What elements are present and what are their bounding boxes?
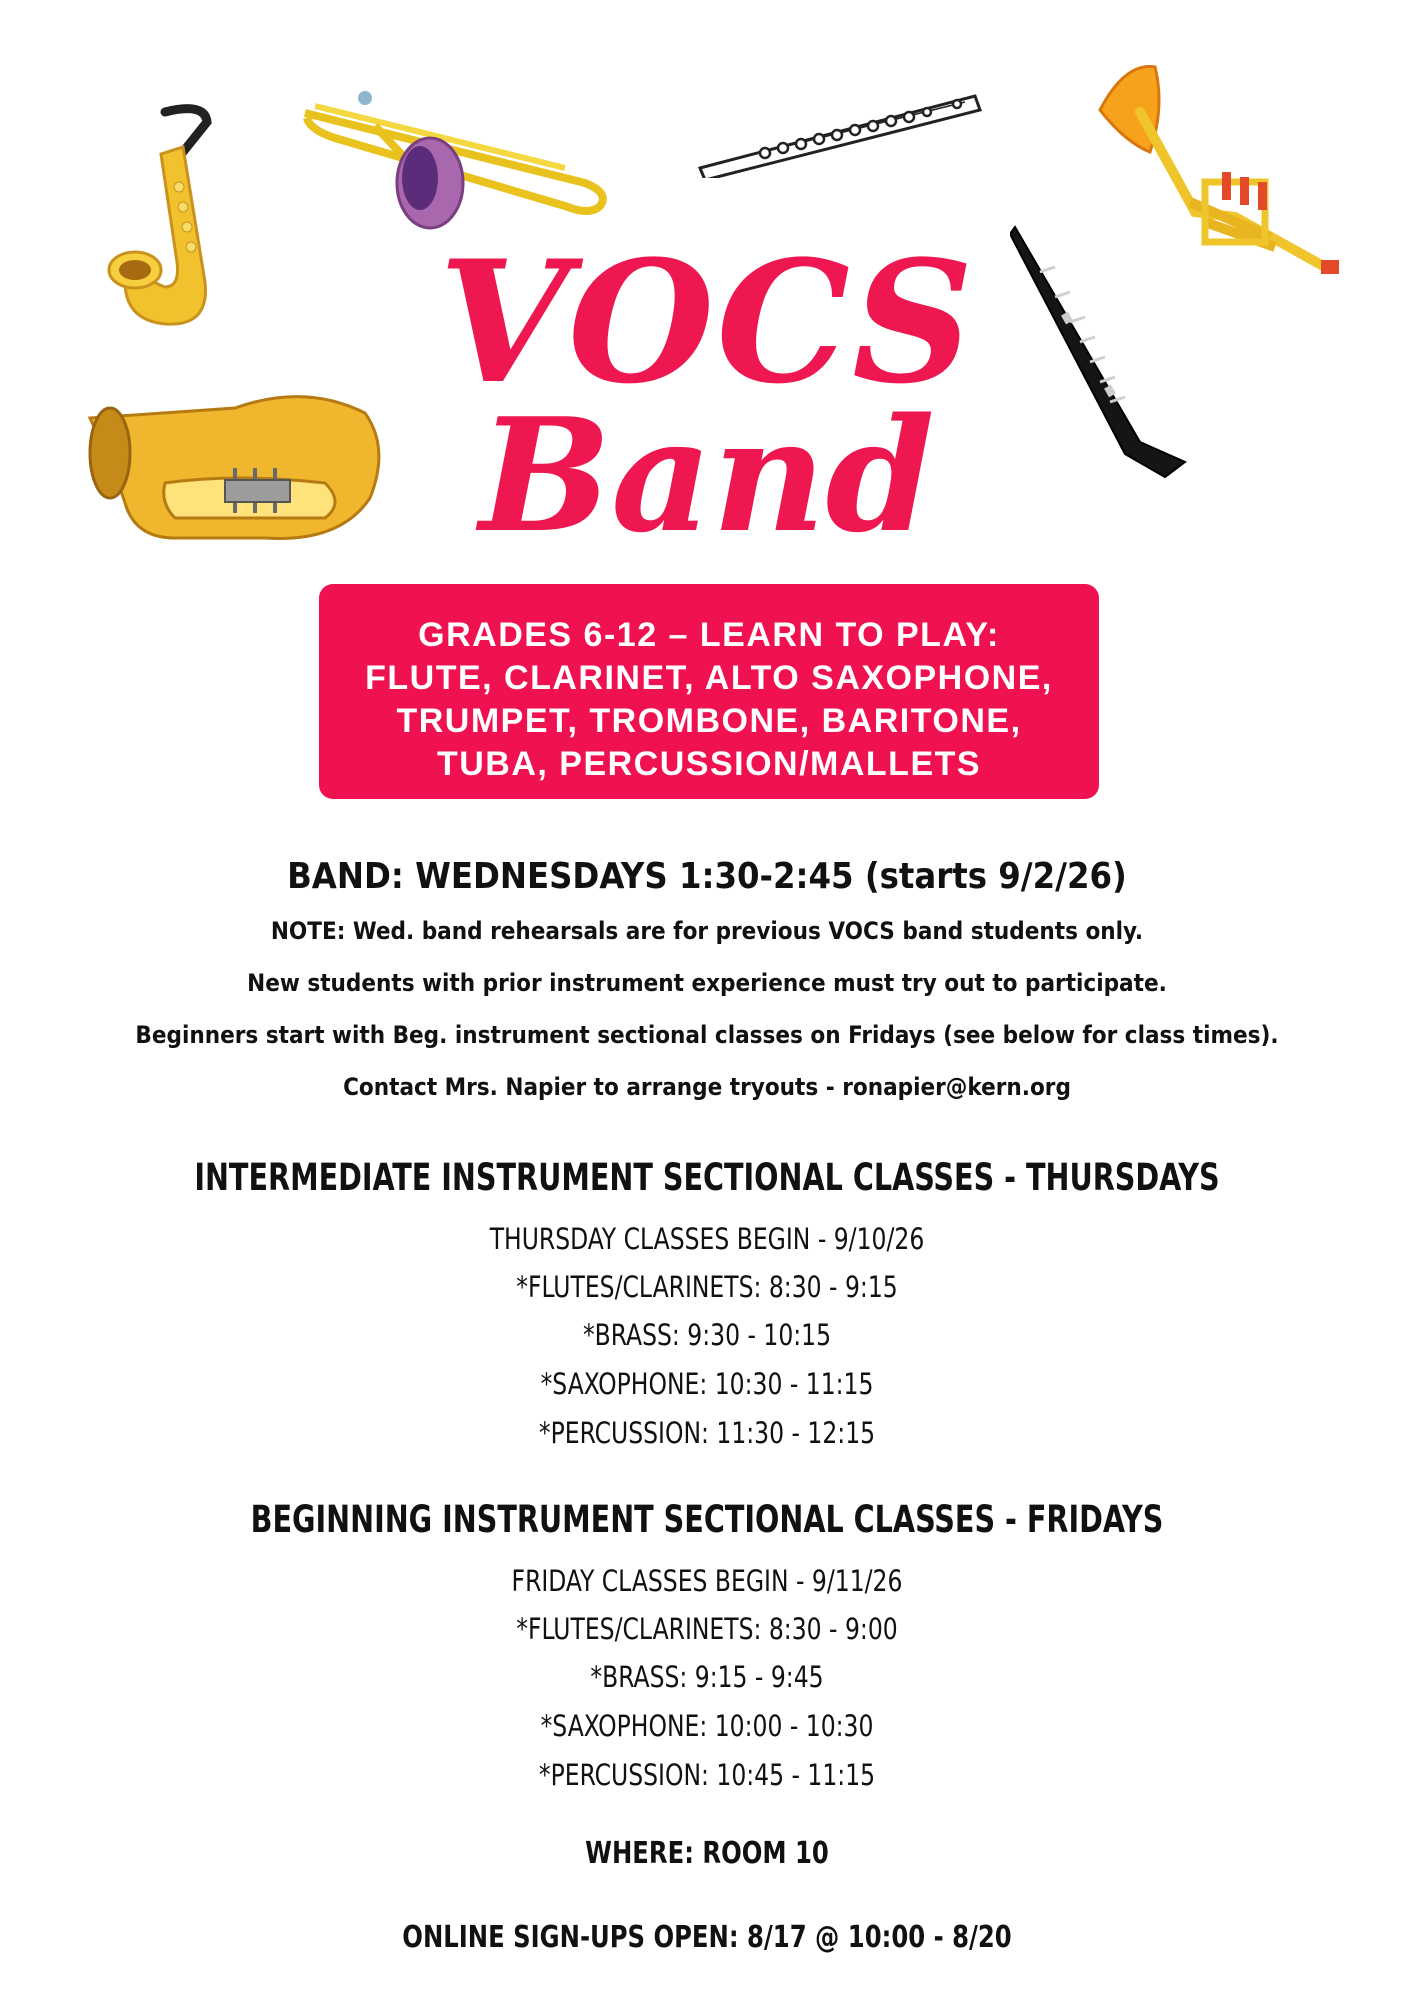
grades-instruments-banner [319, 584, 1099, 799]
banner-line: FLUTE, CLARINET, ALTO SAXOPHONE, [365, 659, 1053, 697]
location: WHERE: ROOM 10 [585, 1836, 829, 1871]
band-note: New students with prior instrument experience must try out to participate. [247, 969, 1167, 997]
band-contact: Contact Mrs. Napier to arrange tryouts - ronapier@kern.org [343, 1073, 1071, 1101]
schedule-item: *PERCUSSION: 10:45 - 11:15 [538, 1758, 876, 1792]
schedule-item: *FLUTES/CLARINETS: 8:30 - 9:00 [516, 1612, 898, 1646]
schedule-item: THURSDAY CLASSES BEGIN - 9/10/26 [489, 1222, 925, 1256]
band-schedule-heading: BAND: WEDNESDAYS 1:30-2:45 (starts 9/2/26) [287, 856, 1127, 897]
flute-icon [695, 88, 985, 178]
banner-line: TRUMPET, TROMBONE, BARITONE, [396, 702, 1022, 740]
title-vocs: VOCS [438, 223, 976, 421]
band-note: Beginners start with Beg. instrument sectional classes on Fridays (see below for class times). [135, 1021, 1279, 1049]
title-band: Band [479, 384, 935, 567]
signup-dates: ONLINE SIGN-UPS OPEN: 8/17 @ 10:00 - 8/20 [402, 1920, 1012, 1955]
schedule-item: *PERCUSSION: 11:30 - 12:15 [538, 1416, 876, 1450]
schedule-item: *BRASS: 9:30 - 10:15 [582, 1318, 832, 1352]
banner-line: GRADES 6-12 – LEARN TO PLAY: [418, 616, 1000, 654]
band-note: NOTE: Wed. band rehearsals are for previous VOCS band students only. [270, 917, 1144, 945]
banner-line: TUBA, PERCUSSION/MALLETS [436, 745, 982, 783]
schedule-item: *SAXOPHONE: 10:30 - 11:15 [540, 1367, 874, 1401]
intermediate-heading: INTERMEDIATE INSTRUMENT SECTIONAL CLASSES - THURSDAYS [194, 1156, 1220, 1199]
schedule-item: FRIDAY CLASSES BEGIN - 9/11/26 [511, 1564, 903, 1598]
schedule-item: *FLUTES/CLARINETS: 8:30 - 9:15 [516, 1270, 898, 1304]
schedule-item: *BRASS: 9:15 - 9:45 [590, 1660, 824, 1694]
schedule-item: *SAXOPHONE: 10:00 - 10:30 [540, 1709, 874, 1743]
trombone-icon [295, 88, 625, 233]
beginning-heading: BEGINNING INSTRUMENT SECTIONAL CLASSES - FRIDAYS [250, 1498, 1164, 1541]
